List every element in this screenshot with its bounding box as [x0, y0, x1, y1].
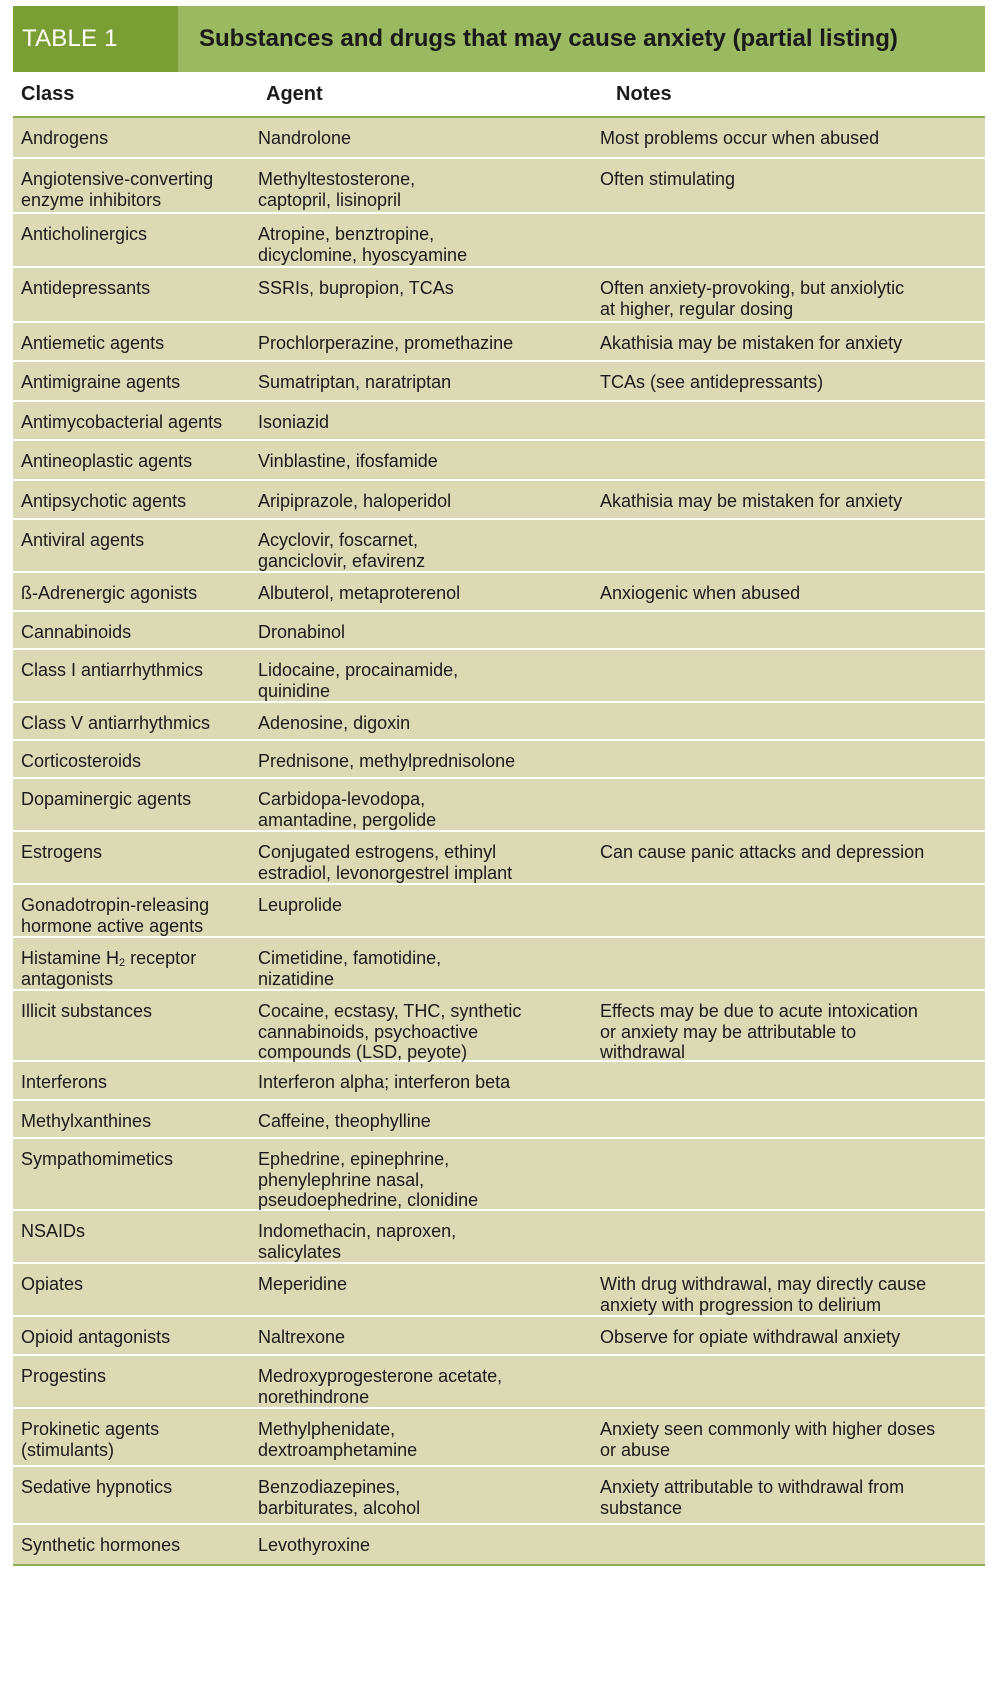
- table-row: [13, 1354, 985, 1407]
- cell-agent: Albuterol, metaproterenol: [258, 583, 461, 603]
- cell-notes: Often anxiety-provoking, but anxiolytic at higher, regular dosing: [600, 278, 905, 319]
- table-row: [13, 1137, 985, 1209]
- cell-notes: [592, 885, 985, 936]
- cell-notes: Most problems occur when abused: [600, 128, 880, 148]
- table-row: [13, 1060, 985, 1099]
- cell-class: Dopaminergic agents: [21, 789, 192, 809]
- cell-class: Antiemetic agents: [21, 333, 165, 353]
- cell-class: Androgens: [21, 128, 109, 148]
- cell-notes: [592, 214, 985, 266]
- cell-notes: Anxiety attributable to withdrawal from substance: [600, 1477, 905, 1518]
- table-row: [13, 610, 985, 648]
- cell-class: Cannabinoids: [21, 622, 132, 642]
- cell-class: Corticosteroids: [21, 751, 142, 771]
- table-row: [13, 1465, 985, 1523]
- cell-agent: Lidocaine, procainamide, quinidine: [258, 660, 459, 701]
- cell-agent: Prochlorperazine, promethazine: [258, 333, 514, 353]
- table-row: [13, 989, 985, 1060]
- cell-agent: Acyclovir, foscarnet, ganciclovir, efavirenz: [258, 530, 426, 571]
- drug-anxiety-table: [13, 6, 985, 1566]
- cell-notes: TCAs (see antidepressants): [600, 372, 824, 392]
- cell-class: Methylxanthines: [21, 1111, 152, 1131]
- cell-agent: Cocaine, ecstasy, THC, synthetic cannabinoids, psychoactive compounds (LSD, peyote): [258, 1001, 522, 1062]
- cell-class: [13, 938, 250, 989]
- cell-notes: [592, 703, 985, 739]
- cell-agent: Vinblastine, ifosfamide: [258, 451, 438, 471]
- cell-class: ß-Adrenergic agonists: [21, 583, 198, 603]
- cell-notes: Observe for opiate withdrawal anxiety: [600, 1327, 901, 1347]
- cell-class: Interferons: [21, 1072, 108, 1092]
- cell-agent: Carbidopa-levodopa, amantadine, pergolide: [258, 789, 437, 830]
- cell-agent: Adenosine, digoxin: [258, 713, 411, 733]
- cell-class: NSAIDs: [21, 1221, 86, 1241]
- cell-class: Prokinetic agents (stimulants): [21, 1419, 160, 1460]
- cell-agent: Leuprolide: [258, 895, 343, 915]
- cell-class: Progestins: [21, 1366, 107, 1386]
- cell-notes: [592, 1211, 985, 1262]
- table-title: Substances and drugs that may cause anxiety (partial listing): [178, 6, 985, 72]
- cell-notes: [592, 402, 985, 439]
- cell-agent: Interferon alpha; interferon beta: [258, 1072, 511, 1092]
- cell-agent: SSRIs, bupropion, TCAs: [258, 278, 454, 298]
- cell-class: Class I antiarrhythmics: [21, 660, 204, 680]
- cell-notes: Can cause panic attacks and depression: [600, 842, 925, 862]
- table-row: [13, 936, 985, 989]
- column-header-class: Class: [21, 82, 75, 105]
- cell-agent: Ephedrine, epinephrine, phenylephrine nasal, pseudoephedrine, clonidine: [258, 1149, 479, 1210]
- column-header-agent: Agent: [266, 82, 323, 105]
- cell-notes: [592, 1101, 985, 1137]
- cell-class-text: Histamine H: [21, 948, 120, 968]
- cell-class: Opioid antagonists: [21, 1327, 171, 1347]
- table-row: [13, 1099, 985, 1137]
- table-row: [13, 479, 985, 518]
- table-body: [13, 118, 985, 1564]
- cell-agent: Aripiprazole, haloperidol: [258, 491, 452, 511]
- cell-class: Gonadotropin-releasing hormone active agents: [21, 895, 210, 936]
- cell-notes: [592, 612, 985, 648]
- cell-agent: Nandrolone: [258, 128, 352, 148]
- table-header: [13, 72, 985, 118]
- table-row: [13, 830, 985, 883]
- cell-notes: [592, 1356, 985, 1407]
- cell-agent: Indomethacin, naproxen, salicylates: [258, 1221, 457, 1262]
- cell-notes: [592, 779, 985, 830]
- cell-agent: Levothyroxine: [258, 1535, 371, 1555]
- cell-class: Antipsychotic agents: [21, 491, 187, 511]
- cell-notes: Akathisia may be mistaken for anxiety: [600, 333, 903, 353]
- table-row: [13, 777, 985, 830]
- table-row: [13, 1315, 985, 1354]
- cell-notes: [592, 441, 985, 479]
- cell-notes: [592, 938, 985, 989]
- cell-notes: Often stimulating: [600, 169, 736, 189]
- table-row: [13, 157, 985, 212]
- cell-class: Anticholinergics: [21, 224, 148, 244]
- table-banner: [13, 6, 985, 72]
- cell-agent: Methylphenidate, dextroamphetamine: [258, 1419, 418, 1460]
- cell-class: Antiviral agents: [21, 530, 145, 550]
- table-row: [13, 360, 985, 400]
- cell-agent: Dronabinol: [258, 622, 346, 642]
- cell-notes: [592, 741, 985, 777]
- table-row: [13, 1262, 985, 1315]
- cell-agent: Medroxyprogesterone acetate, norethindrone: [258, 1366, 503, 1407]
- cell-class: Opiates: [21, 1274, 84, 1294]
- cell-agent: Benzodiazepines, barbiturates, alcohol: [258, 1477, 421, 1518]
- cell-agent: Conjugated estrogens, ethinyl estradiol, levonorgestrel implant: [258, 842, 513, 883]
- cell-class: Illicit substances: [21, 1001, 153, 1021]
- cell-agent: Caffeine, theophylline: [258, 1111, 431, 1131]
- table-row: [13, 739, 985, 777]
- table-row: [13, 1523, 985, 1564]
- cell-agent: Prednisone, methylprednisolone: [258, 751, 516, 771]
- cell-agent: Cimetidine, famotidine, nizatidine: [258, 948, 442, 989]
- table-row: [13, 321, 985, 360]
- column-header-notes: Notes: [616, 82, 672, 105]
- cell-notes: Anxiety seen commonly with higher doses or abuse: [600, 1419, 936, 1460]
- cell-agent: Methyltestosterone, captopril, lisinopril: [258, 169, 416, 210]
- cell-agent: Isoniazid: [258, 412, 330, 432]
- cell-class: Antineoplastic agents: [21, 451, 193, 471]
- table-row: [13, 266, 985, 321]
- cell-notes: [592, 1062, 985, 1099]
- cell-notes: Anxiogenic when abused: [600, 583, 801, 603]
- cell-notes: Effects may be due to acute intoxication or anxiety may be attributable to withdrawal: [600, 1001, 918, 1062]
- table-row: [13, 212, 985, 266]
- cell-class-subscript: 2: [119, 957, 126, 969]
- table-row: [13, 571, 985, 610]
- table-row: [13, 701, 985, 739]
- cell-class-text: receptor antagonists: [21, 948, 197, 989]
- table-row: [13, 400, 985, 439]
- bottom-rule: [13, 1564, 985, 1566]
- table-row: [13, 1407, 985, 1465]
- table-row: [13, 118, 985, 157]
- cell-class: Antidepressants: [21, 278, 151, 298]
- cell-class: Angiotensive-converting enzyme inhibitors: [21, 169, 214, 210]
- cell-class: Sedative hypnotics: [21, 1477, 173, 1497]
- cell-notes: [592, 1525, 985, 1564]
- cell-notes: Akathisia may be mistaken for anxiety: [600, 491, 903, 511]
- cell-notes: [592, 520, 985, 571]
- table-row: [13, 518, 985, 571]
- table-row: [13, 883, 985, 936]
- cell-class: Antimigraine agents: [21, 372, 181, 392]
- cell-agent: Meperidine: [258, 1274, 348, 1294]
- cell-agent: Sumatriptan, naratriptan: [258, 372, 452, 392]
- table-row: [13, 648, 985, 701]
- cell-class: Synthetic hormones: [21, 1535, 181, 1555]
- table-row: [13, 439, 985, 479]
- cell-class: Estrogens: [21, 842, 103, 862]
- cell-agent: Naltrexone: [258, 1327, 346, 1347]
- cell-class: Class V antiarrhythmics: [21, 713, 211, 733]
- cell-notes: [592, 650, 985, 701]
- cell-class: Sympathomimetics: [21, 1149, 174, 1169]
- cell-class: Antimycobacterial agents: [21, 412, 223, 432]
- cell-notes: [592, 1139, 985, 1209]
- cell-notes: With drug withdrawal, may directly cause anxiety with progression to delirium: [600, 1274, 927, 1315]
- cell-agent: Atropine, benztropine, dicyclomine, hyoscyamine: [258, 224, 468, 265]
- table-row: [13, 1209, 985, 1262]
- table-number-label: TABLE 1: [13, 6, 178, 72]
